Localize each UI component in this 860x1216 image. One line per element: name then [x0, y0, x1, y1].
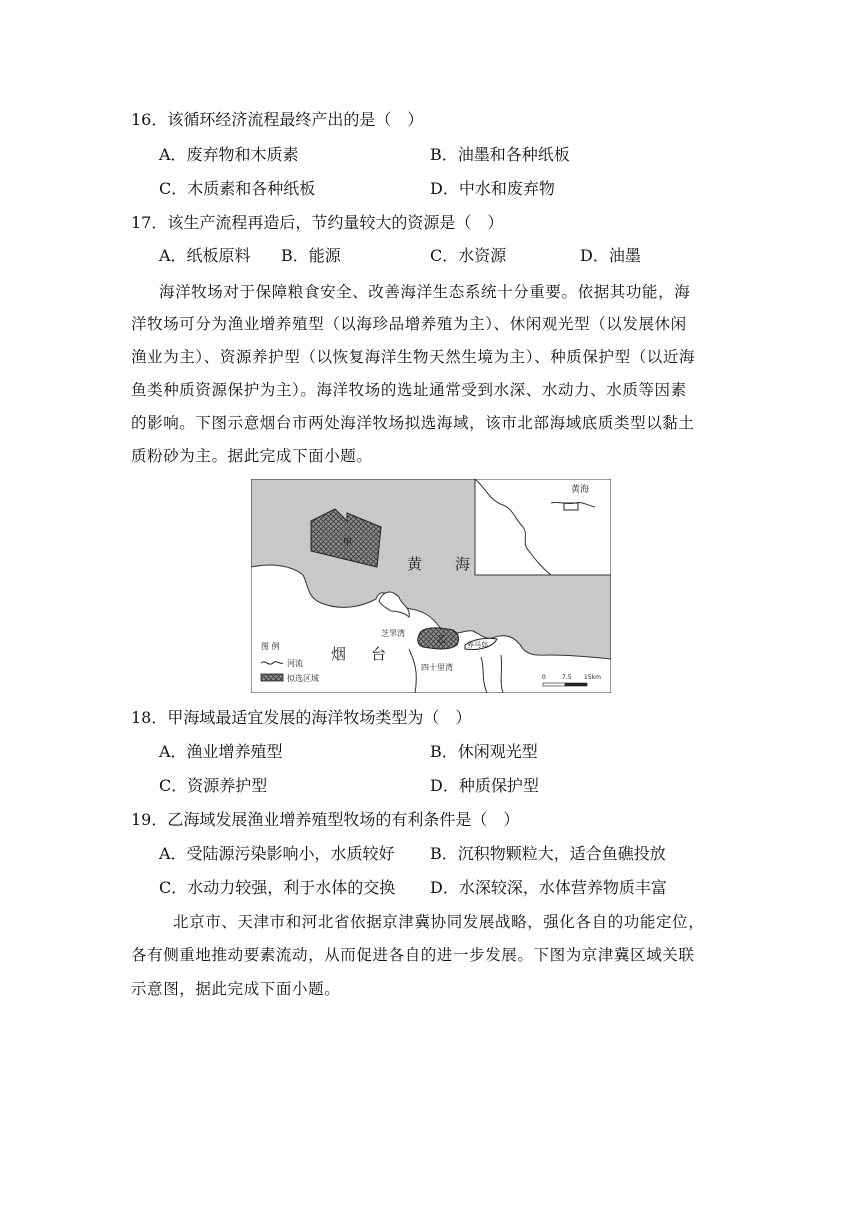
city-label-tai: 台	[371, 645, 387, 663]
q16-option-d: D．中水和废弃物	[430, 179, 555, 198]
q19-option-d: D．水深较深，水体营养物质丰富	[430, 878, 667, 897]
passage2-line-1: 北京市、天津市和河北省依据京津冀协同发展战略，强化各自的功能定位，	[173, 913, 705, 931]
q16-option-c: C．木质素和各种纸板	[159, 179, 316, 198]
q18-option-d: D．种质保护型	[430, 776, 539, 795]
inset-label: 黄海	[571, 485, 590, 495]
q17-stem: 17．该生产流程再造后，节约量较大的资源是（ ）	[131, 213, 504, 232]
zhifu-bay-label: 芝罘湾	[381, 629, 405, 638]
passage2-line-3: 示意图，据此完成下面小题。	[131, 980, 341, 998]
scale-label-0: 0	[542, 674, 546, 681]
q18-stem: 18．甲海域最适宜发展的海洋牧场类型为（ ）	[131, 708, 472, 727]
legend-area-icon	[261, 674, 283, 681]
sea-label-huang: 黄	[407, 555, 423, 573]
area-yi-label: 乙	[437, 635, 447, 645]
q19-option-b: B．沉积物颗粒大，适合鱼礁投放	[430, 844, 666, 863]
sishili-bay-label: 四十里湾	[421, 663, 453, 672]
q19-stem: 19．乙海域发展渔业增养殖型牧场的有利条件是（ ）	[131, 810, 520, 829]
passage1-line-6: 质粉砂为主。据此完成下面小题。	[131, 447, 373, 465]
scale-bar-seg2	[565, 683, 587, 686]
q18-option-a: A．渔业增养殖型	[159, 742, 283, 761]
legend-area-label: 拟选区域	[287, 674, 319, 683]
legend-title: 图 例	[261, 642, 280, 651]
q16-stem: 16．该循环经济流程最终产出的是（ ）	[131, 110, 424, 129]
q17-option-c: C．水资源	[430, 246, 507, 265]
q19-option-c: C．水动力较强，利于水体的交换	[159, 878, 396, 897]
q16-option-b: B．油墨和各种纸板	[430, 145, 570, 164]
city-label-yan: 烟	[331, 645, 347, 663]
yantai-sea-map	[251, 479, 611, 693]
q17-option-b: B．能源	[281, 246, 341, 265]
scale-bar-seg1	[543, 683, 565, 686]
sea-label-hai: 海	[455, 555, 471, 573]
passage2-line-2: 各有侧重地推动要素流动，从而促进各自的进一步发展。下图为京津冀区域关联	[131, 946, 695, 964]
area-jia-label: 甲	[343, 538, 353, 548]
passage1-line-5: 的影响。下图示意烟台市两处海洋牧场拟选海域，该市北部海域底质类型以黏土	[131, 414, 695, 432]
q17-option-a: A．纸板原料	[159, 246, 251, 265]
q18-option-b: B．休闲观光型	[430, 742, 538, 761]
passage1-line-1: 海洋牧场对于保障粮食安全、改善海洋生态系统十分重要。依据其功能，海	[159, 283, 691, 301]
passage1-line-4: 鱼类种质资源保护为主）。海洋牧场的选址通常受到水深、水动力、水质等因素	[131, 381, 687, 399]
q18-option-c: C．资源养护型	[159, 776, 268, 795]
passage1-line-2: 洋牧场可分为渔业增养殖型（以海珍品增养殖为主）、休闲观光型（以发展休闲	[131, 315, 687, 333]
q16-option-a: A．废弃物和木质素	[159, 145, 299, 164]
scale-label-15km: 15km	[584, 674, 601, 681]
passage1-line-3: 渔业为主）、资源养护型（以恢复海洋生物天然生境为主）、种质保护型（以近海	[131, 348, 696, 366]
legend-river-label: 河流	[287, 659, 303, 668]
q19-option-a: A．受陆源污染影响小，水质较好	[159, 844, 395, 863]
yangma-island-label: 养马岛	[467, 641, 488, 649]
scale-label-7-5: 7.5	[562, 674, 572, 681]
q17-option-d: D．油墨	[580, 246, 641, 265]
